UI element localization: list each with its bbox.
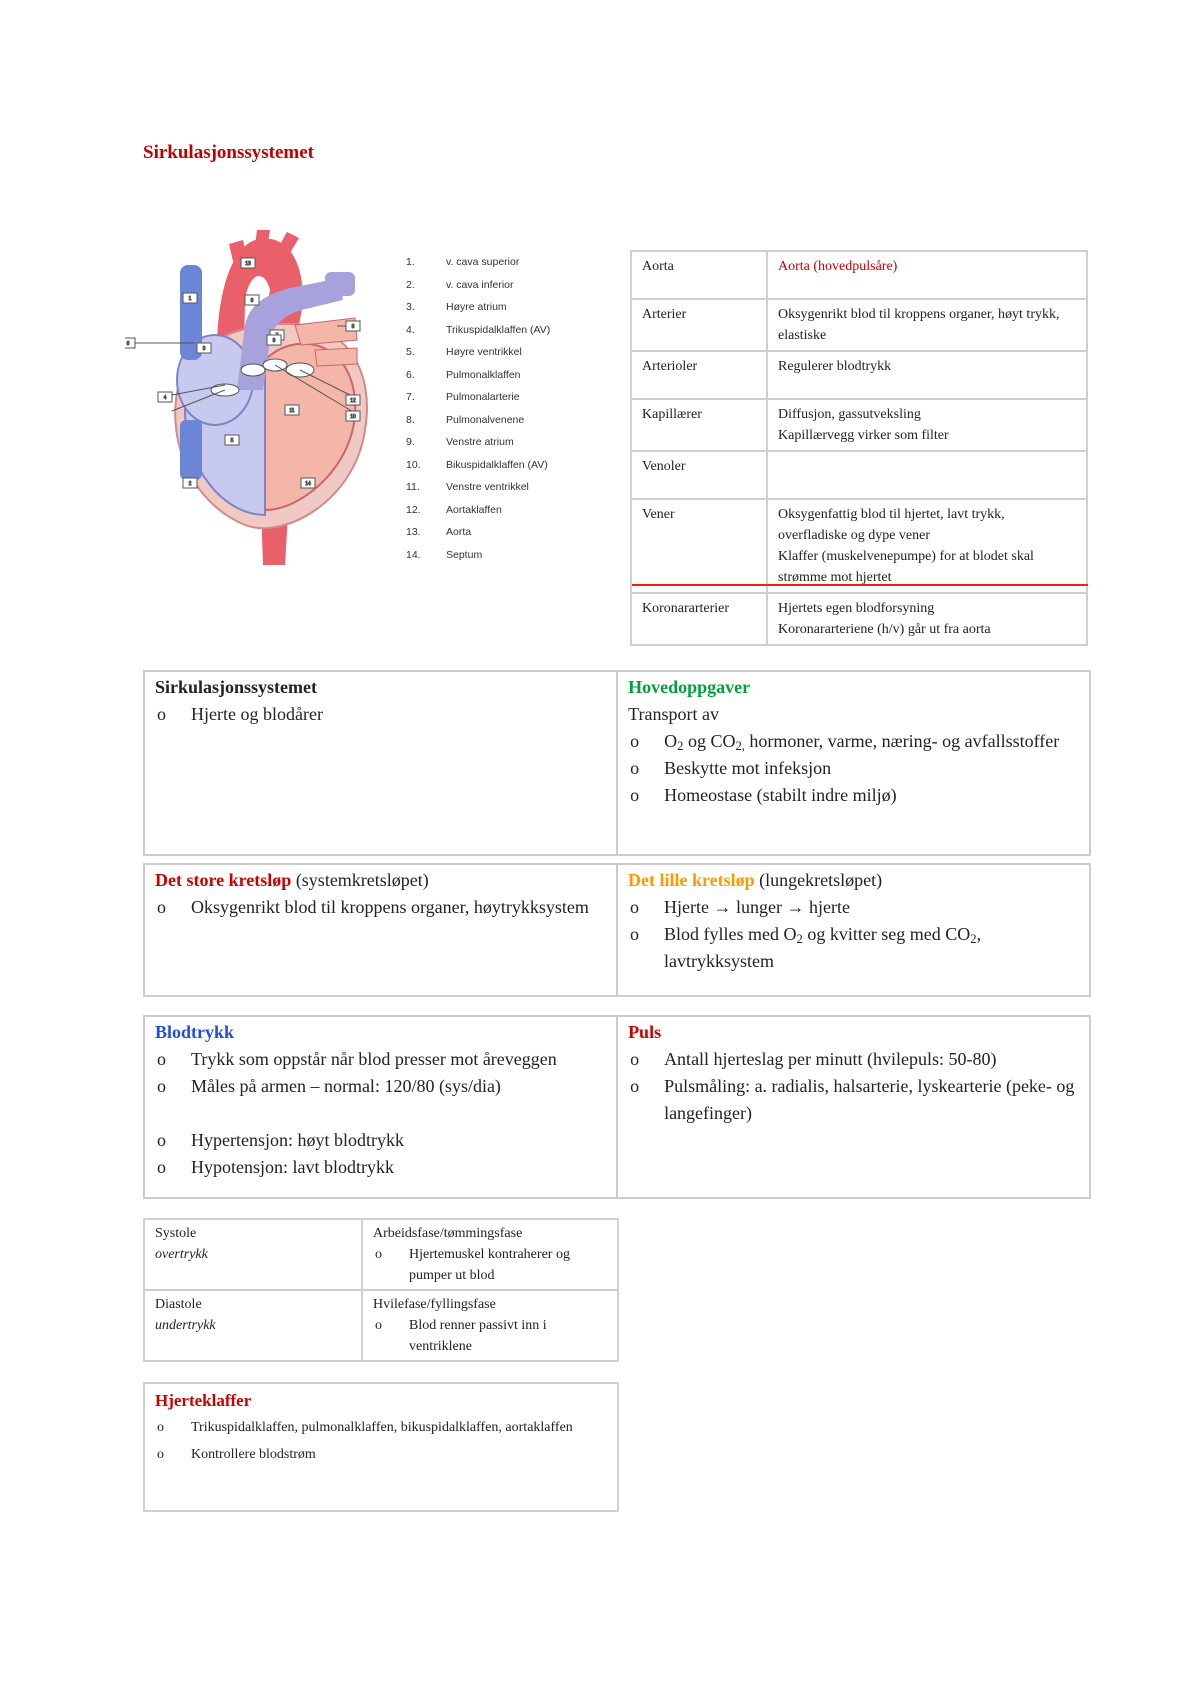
list-item: o Beskytte mot infeksjon	[628, 755, 1079, 782]
intro-text: Transport av	[628, 704, 719, 724]
pressure-pulse-table	[143, 1015, 1091, 1199]
valve	[241, 364, 265, 376]
list-item: o Trykk som oppstår når blod presser mot åreveggen	[155, 1046, 606, 1073]
legend-item: 11. Venstre ventrikkel	[406, 481, 529, 493]
table-row	[631, 399, 1087, 451]
legend-item: 7. Pulmonalarterie	[406, 391, 520, 403]
bullet-list	[155, 1127, 606, 1181]
section-heading: Blodtrykk	[155, 1022, 235, 1042]
table-cell: Arterier	[631, 299, 767, 351]
heart-label: 9	[272, 338, 276, 344]
list-item: o $O_2$ og $CO_{2,}$ hormoner, varme, næring- og avfallsstoffer	[628, 728, 1079, 755]
table-row	[631, 593, 1087, 645]
heart-label: 1	[188, 296, 192, 302]
table-cell: Systole overtrykk	[144, 1219, 362, 1290]
strike-line	[632, 584, 1088, 586]
table-cell: Arterioler	[631, 351, 767, 399]
list-item: o Antall hjerteslag per minutt (hvilepuls: 50-80)	[628, 1046, 1079, 1073]
table-cell: Regulerer blodtrykk	[767, 351, 1087, 399]
heart-label: 5	[230, 438, 234, 444]
legend-item: 10. Bikuspidalklaffen (AV)	[406, 458, 548, 471]
table-row	[631, 299, 1087, 351]
legend-item: 9. Venstre atrium	[406, 436, 514, 448]
table-cell	[617, 1016, 1090, 1198]
heart-label: 11	[289, 408, 295, 414]
legend-item: 4. Trikuspidalklaffen (AV)	[406, 323, 551, 336]
heart-label: 12	[350, 398, 356, 404]
table-cell: Koronararterier	[631, 593, 767, 645]
section-heading: Sirkulasjonssystemet	[155, 677, 318, 697]
table-cell	[144, 864, 617, 996]
table-row	[144, 1290, 618, 1361]
list-item: o Hypotensjon: lavt blodtrykk	[155, 1154, 606, 1181]
table-row	[631, 499, 1087, 593]
list-item: o Oksygenrikt blod til kroppens organer, høytrykksystem	[155, 894, 606, 921]
pulmonary-artery-branch	[325, 272, 355, 296]
heart-label: 3	[202, 346, 206, 352]
table-cell: Vener	[631, 499, 767, 593]
list-item: o Kontrollere blodstrøm	[155, 1441, 607, 1468]
heart-label: 6	[250, 298, 254, 304]
list-item: o Måles på armen – normal: 120/80 (sys/dia)	[155, 1073, 606, 1100]
legend-item: 1. v. cava superior	[406, 256, 520, 268]
table-cell: Aorta	[631, 251, 767, 299]
heart-label: 14	[305, 481, 311, 487]
list-item: o Trikuspidalklaffen, pulmonalklaffen, bikuspidalklaffen, aortaklaffen	[155, 1414, 607, 1441]
table-cell: Diastole undertrykk	[144, 1290, 362, 1361]
vessel-table	[630, 250, 1088, 646]
legend-item: 2. v. cava inferior	[406, 278, 514, 291]
legend-item: 13. Aorta	[406, 526, 472, 538]
page-title: Sirkulasjonssystemet	[143, 142, 315, 163]
section-heading: Hovedoppgaver	[628, 677, 751, 697]
table-cell	[767, 451, 1087, 499]
section-heading: Det store kretsløp (systemkretsløpet)	[155, 870, 429, 890]
list-item: o Blod fylles med $O_2$ og kvitter seg med $CO_2$, lavtrykksystem	[628, 921, 1079, 975]
bullet-list	[155, 1414, 607, 1468]
section-heading: Hjerteklaffer	[155, 1391, 252, 1410]
list-item: o Hjerte og blodårer	[155, 701, 606, 728]
circuits-table	[143, 863, 1091, 997]
list-item: o Pulsmåling: a. radialis, halsarterie, lyskearterie (peke- og langefinger)	[628, 1073, 1079, 1127]
list-item: o Homeostase (stabilt indre miljø)	[628, 782, 1079, 809]
legend-item: 14. Septum	[406, 548, 483, 561]
table-cell: Oksygenrikt blod til kroppens organer, høyt trykk, elastiske	[767, 299, 1087, 351]
bullet-list	[155, 894, 606, 921]
heart-diagram	[125, 230, 405, 570]
table-cell: Hjertets egen blodforsyning Koronararteriene (h/v) går ut fra aorta	[767, 593, 1087, 645]
cardiac-cycle-table	[143, 1218, 619, 1362]
heart-legend	[406, 256, 606, 562]
legend-item: 12. Aortaklaffen	[406, 503, 502, 516]
bullet-list	[155, 1046, 606, 1100]
section-heading: Det lille kretsløp (lungekretsløpet)	[628, 870, 883, 890]
list-item: o Hjerte → lunger → hjerte	[628, 894, 1079, 921]
pulmonary-vein	[315, 348, 357, 366]
vena-cava-inferior	[180, 420, 202, 480]
legend-item: 5. Høyre ventrikkel	[406, 346, 522, 358]
table-cell: Oksygenfattig blod til hjertet, lavt trykk, overfladiske og dype vener Klaffer (muskelvenepumpe) for at blodet skal strømme mot hjertet	[767, 499, 1087, 593]
heart-label: 8	[351, 324, 355, 330]
table-row	[631, 351, 1087, 399]
bullet-list	[155, 701, 606, 728]
table-cell: Aorta (hovedpulsåre)	[767, 251, 1087, 299]
table-cell	[617, 671, 1090, 855]
bullet-list	[628, 1046, 1079, 1127]
heart-label: 2	[188, 481, 192, 487]
heart-label: 13	[245, 261, 251, 267]
table-row	[144, 1219, 618, 1290]
table-row	[631, 251, 1087, 299]
table-row	[144, 864, 1090, 996]
heart-valves-box	[143, 1382, 619, 1512]
overview-table	[143, 670, 1091, 856]
table-cell: Venoler	[631, 451, 767, 499]
list-item: o Hypertensjon: høyt blodtrykk	[155, 1127, 606, 1154]
table-cell	[617, 864, 1090, 996]
legend-item: 6. Pulmonalklaffen	[406, 368, 521, 381]
list-item: o Blod renner passivt inn i ventriklene	[373, 1315, 607, 1357]
list-item: o Hjertemuskel kontraherer og pumper ut blod	[373, 1244, 607, 1286]
bullet-list	[628, 894, 1079, 975]
table-row	[144, 671, 1090, 855]
table-cell	[144, 671, 617, 855]
table-cell: Arbeidsfase/tømmingsfase o Hjertemuskel kontraherer og pumper ut blod	[362, 1219, 618, 1290]
table-cell: Hvilefase/fyllingsfase o Blod renner passivt inn i ventriklene	[362, 1290, 618, 1361]
table-row	[144, 1016, 1090, 1198]
bullet-list	[628, 728, 1079, 809]
legend-item: 8. Pulmonalvenene	[406, 413, 525, 426]
table-cell	[144, 1016, 617, 1198]
section-heading: Puls	[628, 1022, 662, 1042]
table-cell: Kapillærer	[631, 399, 767, 451]
heart-label: 10	[350, 414, 356, 420]
heart-label: 8	[126, 341, 130, 347]
table-cell: Diffusjon, gassutveksling Kapillærvegg virker som filter	[767, 399, 1087, 451]
heart-label: 4	[163, 395, 167, 401]
table-row	[631, 451, 1087, 499]
legend-item: 3. Høyre atrium	[406, 301, 507, 313]
